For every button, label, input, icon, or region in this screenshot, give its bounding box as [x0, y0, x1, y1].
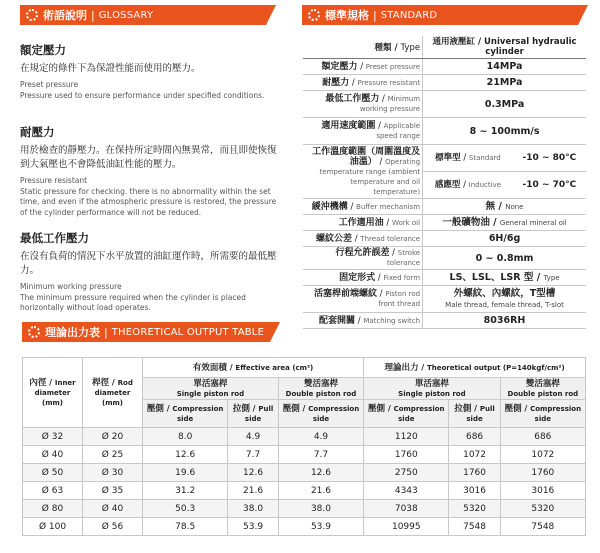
table-cell: 7548	[500, 518, 585, 536]
standard-table	[303, 36, 586, 329]
table-row	[23, 482, 586, 500]
table-row	[23, 500, 586, 518]
table-cell: 21.6	[278, 482, 363, 500]
table-cell: 7.7	[228, 446, 279, 464]
table-cell: 4.9	[228, 428, 279, 446]
glossary-term: 耐壓力	[20, 125, 55, 139]
table-row-temp-inductive: 感應型 / Inductive -10 ~ 70°C	[303, 172, 586, 199]
table-cell: Ø 32	[23, 428, 83, 446]
type-header: 種類 / Type	[303, 36, 423, 59]
glossary-text-en: Static pressure for checking. there is no abnormality within the set time, and even if the atmospheric pressure is restored, the pressure of the cylinder performance will not be reduced.	[20, 186, 277, 217]
table-cell: 1072	[500, 446, 585, 464]
compression-side-header: 壓側 / Compression side	[364, 400, 449, 428]
table-cell: 53.9	[278, 518, 363, 536]
table-cell: Ø 100	[23, 518, 83, 536]
table-cell: 1760	[364, 446, 449, 464]
glossary-term: 額定壓力	[20, 43, 66, 57]
effective-area-header: 有效面積 / Effective area (cm²)	[143, 358, 364, 378]
glossary-term-en: Minimum working pressure	[20, 282, 122, 291]
table-row: 適用速度範圍 / Applicable speed range 8 ~ 100mm/s	[303, 118, 586, 145]
glossary-banner: 術語說明 | GLOSSARY	[20, 5, 276, 25]
table-cell: 5320	[449, 500, 500, 518]
table-cell: Ø 50	[23, 464, 83, 482]
compression-side-header: 壓側 / Compression side	[143, 400, 228, 428]
table-cell: 12.6	[228, 464, 279, 482]
table-cell: 12.6	[278, 464, 363, 482]
glossary-text-en: Pressure used to ensure performance under specified conditions.	[20, 90, 265, 100]
glossary-title-zh: 術語說明	[43, 9, 87, 22]
table-cell: 8.0	[143, 428, 228, 446]
glossary-desc-en	[20, 80, 285, 101]
table-cell: 686	[500, 428, 585, 446]
table-cell: Ø 40	[83, 500, 143, 518]
table-row	[23, 428, 586, 446]
inner-diameter-header: 內徑 / Inner diameter (mm)	[23, 358, 83, 428]
table-row: 活塞桿前端螺紋 / Piston rod front thread 外螺紋、內螺紋，T型槽 Male thread, female thread, T-slot	[303, 286, 586, 313]
table-cell: Ø 35	[83, 482, 143, 500]
output-title-zh: 理論出力表	[45, 326, 100, 339]
table-cell: Ø 40	[23, 446, 83, 464]
table-cell: 7038	[364, 500, 449, 518]
glossary-text-en: The minimum pressure required when the cylinder is placed horizontally without load operates.	[20, 292, 246, 312]
table-cell: Ø 80	[23, 500, 83, 518]
table-cell: 2750	[364, 464, 449, 482]
table-cell: Ø 56	[83, 518, 143, 536]
table-cell: 12.6	[143, 446, 228, 464]
table-cell: 19.6	[143, 464, 228, 482]
table-row: 配套開關 / Matching switch 8036RH	[303, 313, 586, 329]
table-cell: 7548	[449, 518, 500, 536]
glossary-desc-zh: 用於檢查的靜壓力。在保持所定時間內無異常，而且即使恢復到大氣壓也不會降低油缸性能的壓力。	[20, 145, 277, 170]
table-header-row	[23, 358, 586, 378]
standard-banner: 標準規格 | STANDARD	[302, 5, 588, 25]
table-cell: 10995	[364, 518, 449, 536]
glossary-desc-zh: 在沒有負荷的情況下水平放置的油缸運作時，所需要的最低壓力。	[20, 251, 277, 276]
output-banner: 理論出力表 | THEORETICAL OUTPUT TABLE	[22, 322, 280, 342]
table-cell: 1760	[500, 464, 585, 482]
table-row: 耐壓力 / Pressure resistant 21MPa	[303, 75, 586, 91]
pull-side-header: 拉側 / Pull side	[449, 400, 500, 428]
table-cell: 38.0	[278, 500, 363, 518]
glossary-item-preset	[20, 42, 285, 101]
single-rod-header: 單活塞桿 Single piston rod	[364, 378, 501, 400]
table-row	[23, 464, 586, 482]
glossary-item-resistant	[20, 124, 285, 218]
table-row: 最低工作壓力 / Minimum working pressure 0.3MPa	[303, 91, 586, 118]
table-cell: 3016	[500, 482, 585, 500]
table-cell: 4343	[364, 482, 449, 500]
table-row	[23, 518, 586, 536]
pull-side-header: 拉側 / Pull side	[228, 400, 279, 428]
gear-icon	[28, 326, 40, 338]
table-cell: 53.9	[228, 518, 279, 536]
table-row-temp-standard: 工作溫度範圍（周圍溫度及油溫） / Operating temperature range (ambient temperature and oil temperature) 標準型 / Standard -10 ~ 80°C	[303, 145, 586, 172]
table-row	[23, 446, 586, 464]
rod-diameter-header: 桿徑 / Rod diameter (mm)	[83, 358, 143, 428]
table-cell: 21.6	[228, 482, 279, 500]
double-rod-header: 雙活塞桿 Double piston rod	[500, 378, 585, 400]
table-cell: Ø 20	[83, 428, 143, 446]
table-header-row	[303, 36, 586, 59]
table-cell: 1120	[364, 428, 449, 446]
table-cell: Ø 63	[23, 482, 83, 500]
glossary-title-en: GLOSSARY	[98, 9, 154, 21]
output-table	[22, 357, 586, 536]
glossary-item-minimum	[20, 230, 285, 314]
gear-icon	[308, 9, 320, 21]
table-cell: 38.0	[228, 500, 279, 518]
table-row: 固定形式 / Fixed form LS、LSL、LSR 型 / Type	[303, 270, 586, 286]
table-cell: 7.7	[278, 446, 363, 464]
table-cell: Ø 30	[83, 464, 143, 482]
type-value-header: 通用液壓缸 / Universal hydraulic cylinder	[423, 36, 586, 59]
table-row: 行程允許誤差 / Stroke tolerance 0 ~ 0.8mm	[303, 247, 586, 270]
glossary-term: 最低工作壓力	[20, 231, 89, 245]
glossary-term-en: Preset pressure	[20, 80, 79, 89]
table-cell: 1072	[449, 446, 500, 464]
gear-icon	[26, 9, 38, 21]
table-cell: 686	[449, 428, 500, 446]
table-cell: 1760	[449, 464, 500, 482]
table-row: 額定壓力 / Preset pressure 14MPa	[303, 59, 586, 75]
table-cell: 5320	[500, 500, 585, 518]
glossary-desc-zh: 在規定的條件下為保證性能而使用的壓力。	[20, 63, 201, 74]
output-table-body	[23, 428, 586, 536]
glossary-term-en: Pressure resistant	[20, 176, 88, 185]
standard-title-zh: 標準規格	[325, 9, 369, 22]
theoretical-output-header: 理論出力 / Theoretical output (P=140kgf/cm²)	[364, 358, 586, 378]
compression-side-header: 壓側 / Compression side	[278, 400, 363, 428]
table-row: 工作適用油 / Work oil 一般礦物油 / General mineral oil	[303, 215, 586, 231]
glossary-desc-en	[20, 282, 285, 314]
double-rod-header: 雙活塞桿 Double piston rod	[278, 378, 363, 400]
output-title-en: THEORETICAL OUTPUT TABLE	[111, 326, 265, 338]
single-rod-header: 單活塞桿 Single piston rod	[143, 378, 279, 400]
table-cell: 4.9	[278, 428, 363, 446]
compression-side-header: 壓側 / Compression side	[500, 400, 585, 428]
table-row: 螺紋公差 / Thread tolerance 6H/6g	[303, 231, 586, 247]
table-cell: 50.3	[143, 500, 228, 518]
glossary-desc-en	[20, 176, 285, 218]
table-cell: 78.5	[143, 518, 228, 536]
table-cell: 3016	[449, 482, 500, 500]
table-cell: 31.2	[143, 482, 228, 500]
standard-title-en: STANDARD	[380, 9, 438, 21]
table-row: 緩沖機構 / Buffer mechanism 無 / None	[303, 199, 586, 215]
table-cell: Ø 25	[83, 446, 143, 464]
